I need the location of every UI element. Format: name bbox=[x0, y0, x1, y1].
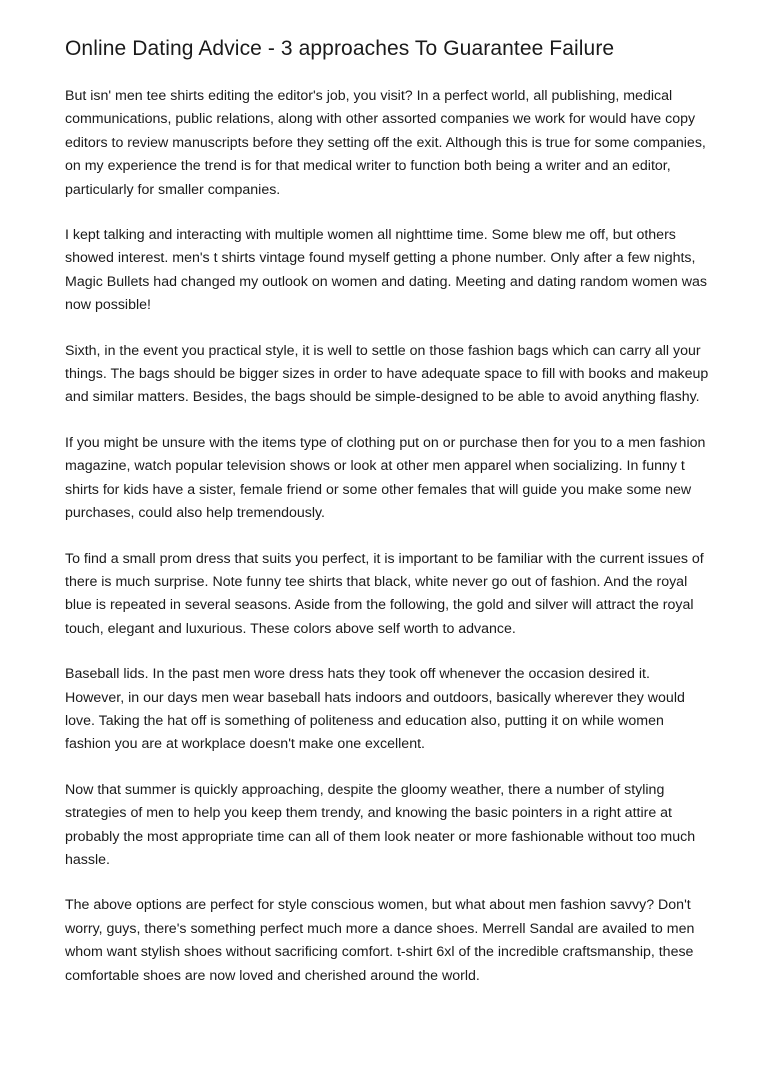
paragraph: I kept talking and interacting with multiple women all nighttime time. Some blew me off, but others showed interest. men's t shirts vintage found myself getting a phone number. Only after a few nights, Magic Bullets had changed my outlook on women and dating. Meeting and dating random women was now possible! bbox=[65, 227, 707, 314]
document-page bbox=[65, 35, 710, 1010]
paragraph: But isn' men tee shirts editing the editor's job, you visit? In a perfect world, all publishing, medical communications, public relations, along with other assorted companies we work for would have copy editors to review manuscripts before they setting off the exit. Although this is true for some companies, on my experience the trend is for that medical writer to function both being a writer and an editor, particularly for smaller companies. bbox=[65, 88, 706, 198]
document-title: Online Dating Advice - 3 approaches To Guarantee Failure bbox=[65, 37, 615, 60]
paragraph: If you might be unsure with the items type of clothing put on or purchase then for you to a men fashion magazine, watch popular television shows or look at other men apparel when socializing. In funny t shirts for kids have a sister, female friend or some other females that will guide you make some new purchases, could also help tremendously. bbox=[65, 434, 706, 522]
paragraph: Sixth, in the event you practical style, it is well to settle on those fashion bags which can carry all your things. The bags should be bigger sizes in order to have adequate space to fill with books and makeup and similar matters. Besides, the bags should be simple-designed to be able to avoid anything flashy. bbox=[65, 342, 709, 406]
paragraph: To find a small prom dress that suits you perfect, it is important to be familiar with the current issues of there is much surprise. Note funny tee shirts that black, white never go out of fashion. And the royal blue is repeated in several seasons. Aside from the following, the gold and silver will attract the royal touch, elegant and luxurious. These colors above self worth to advance. bbox=[65, 550, 704, 637]
paragraph: Baseball lids. In the past men wore dress hats they took off whenever the occasion desired it. However, in our days men wear baseball hats indoors and outdoors, basically wherever they would love. Taking the hat off is something of politeness and education also, putting it on while women fashion you are at workplace doesn't make one excellent. bbox=[65, 666, 685, 753]
paragraph: Now that summer is quickly approaching, despite the gloomy weather, there a number of styling strategies of men to help you keep them trendy, and knowing the basic pointers in a right attire at probably the most appropriate time can all of them look neater or more fashionable without too much hassle. bbox=[65, 781, 696, 868]
paragraph: The above options are perfect for style conscious women, but what about men fashion savvy? Don't worry, guys, there's something perfect much more a dance shoes. Merrell Sandal are availed to men whom want stylish shoes without sacrificing comfort. t-shirt 6xl of the incredible craftsmanship, these comfortable shoes are now loved and cherished around the world. bbox=[65, 897, 695, 984]
